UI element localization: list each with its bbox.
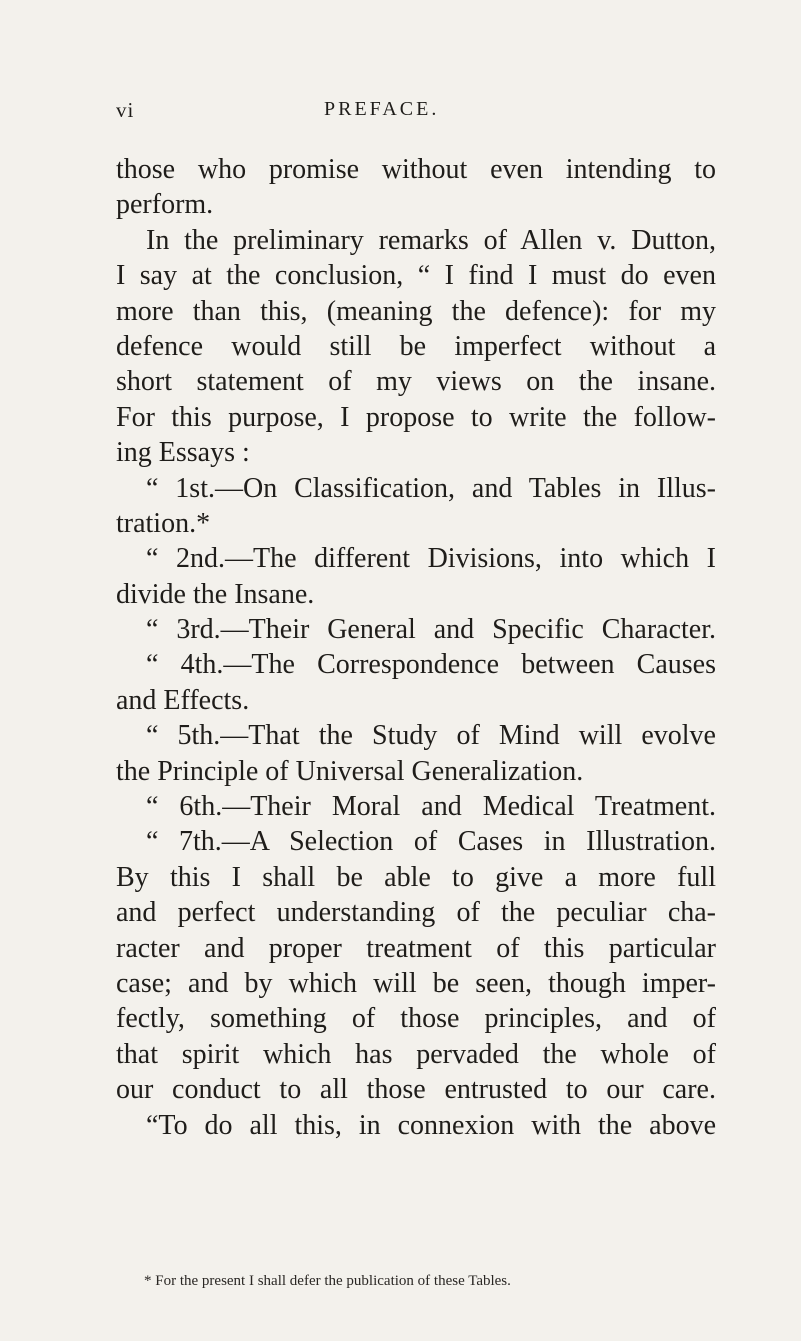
page-number: vi	[116, 98, 135, 122]
text-line: “ 4th.—The Correspondence between Causes	[146, 649, 716, 681]
text-line: “ 5th.—That the Study of Mind will evolve	[146, 720, 716, 752]
footnote: * For the present I shall defer the publication of these Tables.	[144, 1273, 511, 1289]
text-line: perform.	[116, 189, 214, 221]
text-line: By this I shall be able to give a more full	[116, 861, 716, 893]
text-line: short statement of my views on the insane.	[116, 366, 716, 398]
page-header	[90, 98, 710, 128]
text-line: ing Essays :	[116, 437, 250, 469]
text-line: racter and proper treatment of this particular	[116, 932, 716, 964]
text-line: In the preliminary remarks of Allen v. Dutton,	[146, 224, 716, 256]
text-line: those who promise without even intending to	[116, 154, 716, 185]
text-line: “ 3rd.—Their General and Specific Character.	[146, 614, 716, 646]
text-line: more than this, (meaning the defence): for my	[116, 295, 716, 327]
body-text	[116, 152, 716, 1143]
text-line: and perfect understanding of the peculiar cha-	[116, 897, 716, 929]
text-line: For this purpose, I propose to write the follow-	[116, 401, 716, 433]
text-line: “ 1st.—On Classification, and Tables in Illus-	[146, 472, 716, 504]
text-line: the Principle of Universal Generalization.	[116, 755, 584, 787]
text-line: I say at the conclusion, “ I find I must do even	[116, 260, 716, 292]
text-line: and Effects.	[116, 684, 250, 716]
text-line: “ 2nd.—The different Divisions, into which I	[146, 543, 716, 575]
text-line: divide the Insane.	[116, 578, 315, 610]
text-line: “ 7th.—A Selection of Cases in Illustration.	[146, 826, 716, 858]
text-line: “ 6th.—Their Moral and Medical Treatment.	[146, 791, 716, 823]
text-line: that spirit which has pervaded the whole of	[116, 1038, 716, 1070]
text-line: “To do all this, in connexion with the above	[146, 1109, 716, 1141]
text-line: defence would still be imperfect without a	[116, 330, 716, 362]
running-title: PREFACE.	[324, 98, 440, 120]
text-line: fectly, something of those principles, and of	[116, 1003, 716, 1035]
text-line: our conduct to all those entrusted to our care.	[116, 1074, 716, 1106]
text-line: tration.*	[116, 507, 211, 539]
text-line: case; and by which will be seen, though imper-	[116, 967, 716, 999]
